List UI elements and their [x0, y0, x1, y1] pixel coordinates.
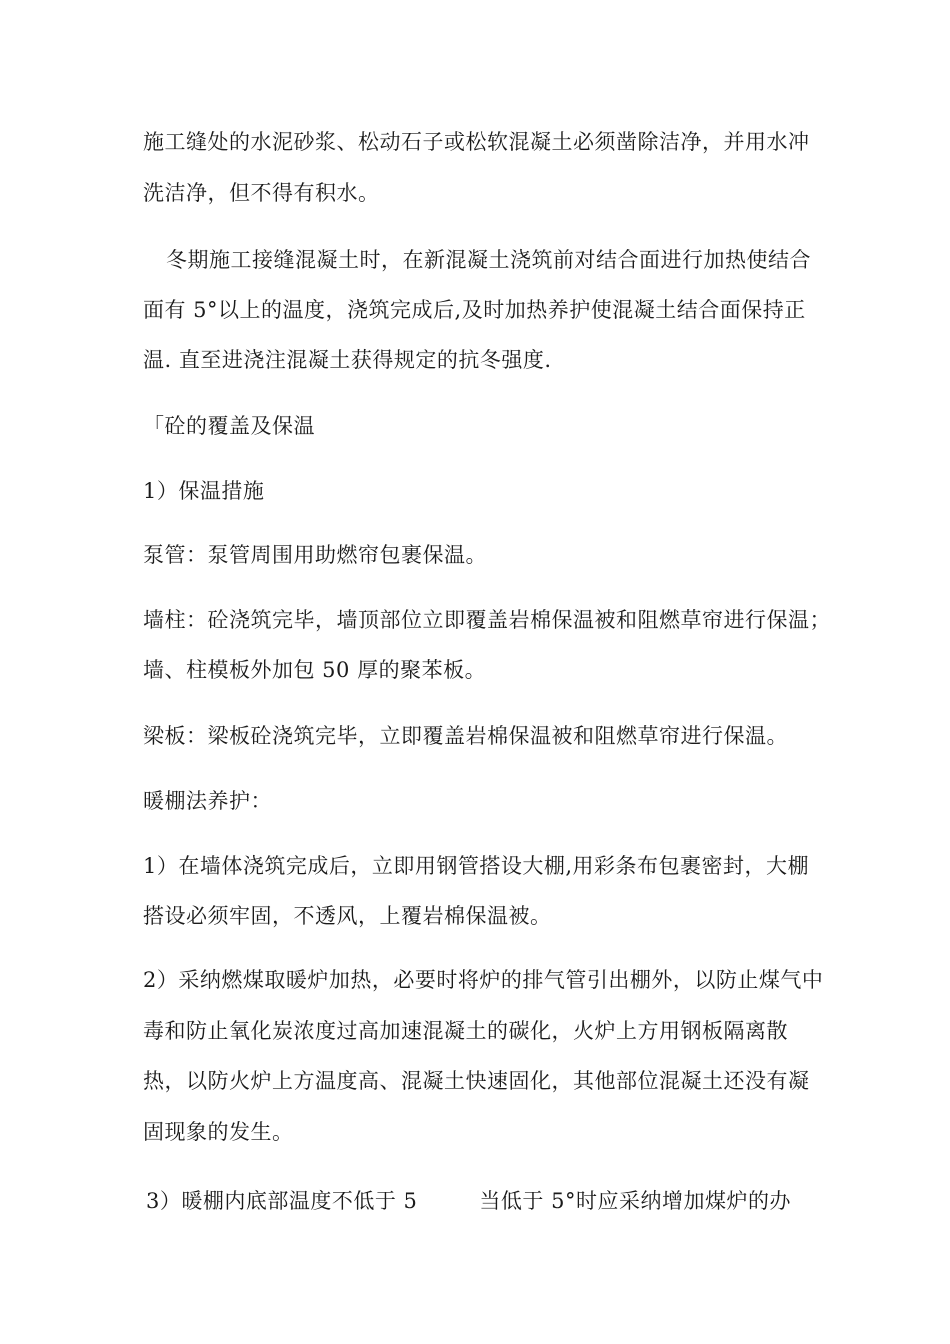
- paragraph-line: 梁板：梁板砼浇筑完毕，立即覆盖岩棉保温被和阻燃草帘进行保温。: [143, 724, 788, 748]
- paragraph-line: 2）采纳燃煤取暖炉加热，必要时将炉的排气管引出棚外，以防止煤气中: [143, 968, 824, 992]
- paragraph-line: 固现象的发生。: [143, 1120, 294, 1144]
- paragraph-line-last: [146, 1187, 791, 1215]
- paragraph-line: 温. 直至进浇注混凝土获得规定的抗冬强度.: [143, 348, 552, 372]
- paragraph-line: 泵管：泵管周围用助燃帘包裹保温。: [143, 543, 487, 567]
- section-heading: 「砼的覆盖及保温: [143, 414, 315, 438]
- last-line-left: 3）暖棚内底部温度不低于 5: [146, 1189, 418, 1213]
- paragraph-line: 搭设必须牢固，不透风，上覆岩棉保温被。: [143, 904, 552, 928]
- paragraph-line: 毒和防止氧化炭浓度过高加速混凝土的碳化，火炉上方用钢板隔离散: [143, 1019, 788, 1043]
- paragraph-line: 冬期施工接缝混凝土时，在新混凝土浇筑前对结合面进行加热使结合: [166, 248, 811, 272]
- paragraph-line: 墙柱：砼浇筑完毕，墙顶部位立即覆盖岩棉保温被和阻燃草帘进行保温；: [143, 608, 831, 632]
- paragraph-line: 热，以防火炉上方温度高、混凝土快速固化，其他部位混凝土还没有凝: [143, 1069, 810, 1093]
- last-line-right: 当低于 5°时应采纳增加煤炉的办: [479, 1189, 791, 1213]
- paragraph-line: 墙、柱模板外加包 50 厚的聚苯板。: [143, 658, 487, 682]
- paragraph-line: 1）在墙体浇筑完成后，立即用钢管搭设大棚,用彩条布包裹密封，大棚: [143, 854, 810, 878]
- paragraph-line: 施工缝处的水泥砂浆、松动石子或松软混凝土必须凿除洁净，并用水冲: [143, 130, 810, 154]
- subsection-heading: 1）保温措施: [143, 479, 265, 503]
- subsection-heading: 暖棚法养护：: [143, 789, 272, 813]
- paragraph-line: 洗洁净，但不得有积水。: [143, 181, 380, 205]
- paragraph-line: 面有 5°以上的温度，浇筑完成后,及时加热养护使混凝土结合面保持正: [143, 298, 806, 322]
